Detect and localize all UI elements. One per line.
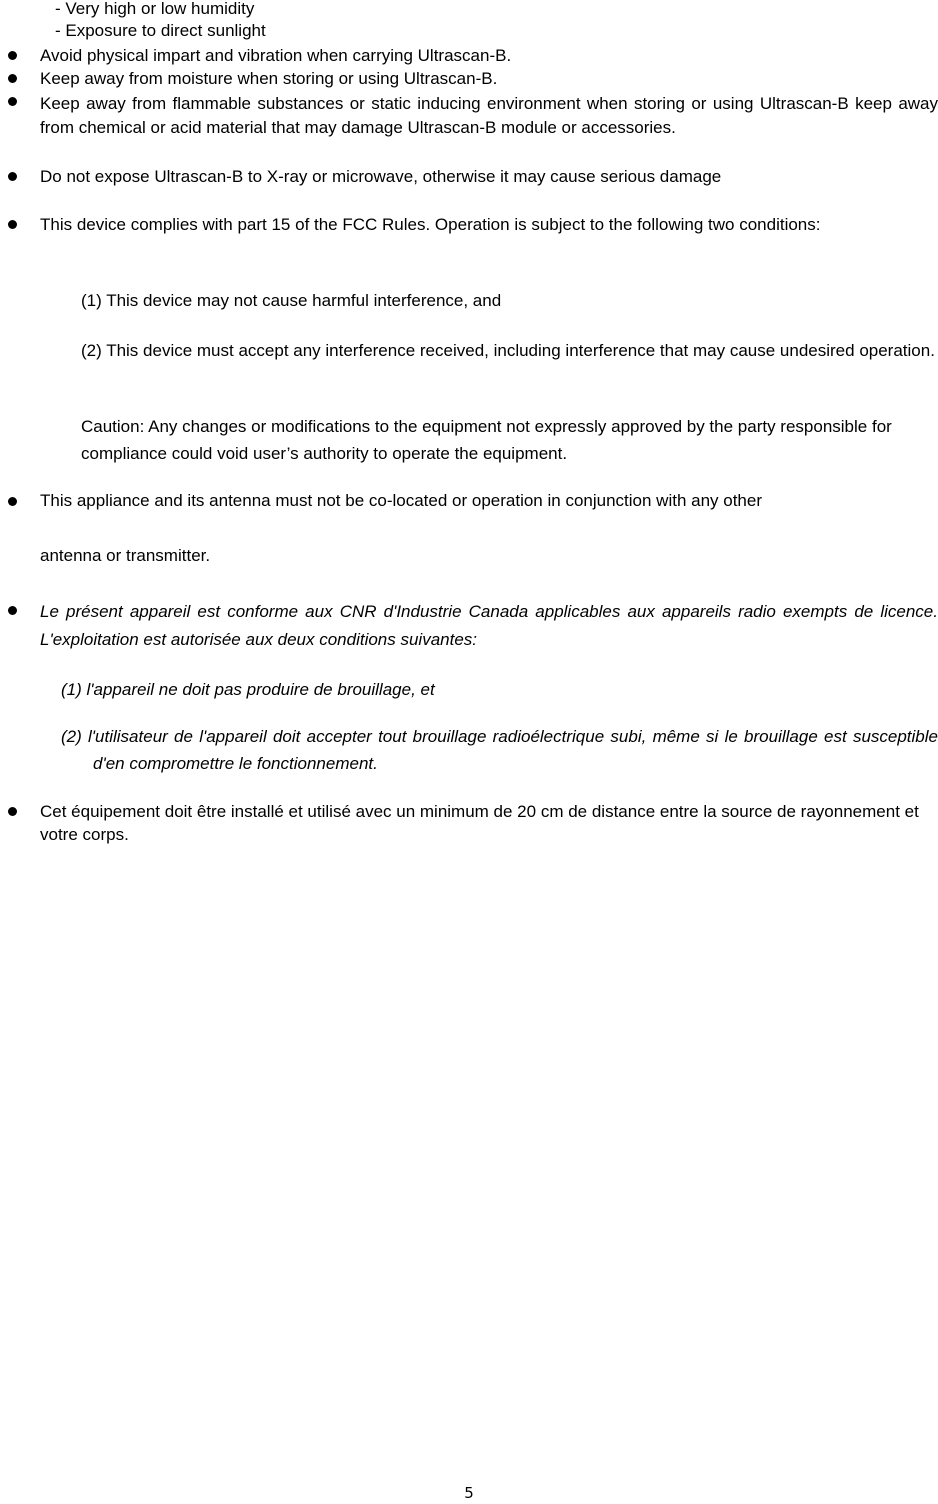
bullet-icon [8, 220, 17, 229]
ic-condition-1: (1) l'appareil ne doit pas produire de brouillage, et [61, 680, 435, 699]
page-number: 5 [464, 1484, 474, 1502]
bullet-icon [8, 172, 17, 181]
bullet-avoid-impact: Avoid physical impart and vibration when carrying Ultrascan-B. [40, 46, 512, 65]
fcc-condition-2: (2) This device must accept any interference received, including interference that may cause undesired operation. [81, 341, 935, 360]
bullet-icon [8, 497, 17, 506]
fcc-caution: Caution: Any changes or modifications to the equipment not expressly approved by the party responsible for compliance could void user’s authority to operate the equipment. [81, 417, 892, 463]
sunlight-line: - Exposure to direct sunlight [55, 21, 266, 40]
rf-exposure-statement: Cet équipement doit être installé et utilisé avec un minimum de 20 cm de distance entre la source de rayonnement et votre corps. [40, 802, 919, 844]
bullet-moisture: Keep away from moisture when storing or using Ultrascan-B. [40, 69, 498, 88]
antenna-line-2: antenna or transmitter. [40, 546, 211, 565]
antenna-line-1: This appliance and its antenna must not be co-located or operation in conjunction with any other [40, 491, 763, 510]
ic-condition-2: (2) l'utilisateur de l'appareil doit accepter tout brouillage radioélectrique subi, même si le brouillage est susceptible d'en compromettre le fonctionnement. [61, 727, 938, 773]
bullet-icon [8, 74, 17, 83]
bullet-xray: Do not expose Ultrascan-B to X-ray or microwave, otherwise it may cause serious damage [40, 167, 722, 186]
bullet-icon [8, 51, 17, 60]
humidity-line: - Very high or low humidity [55, 0, 255, 18]
ic-statement: Le présent appareil est conforme aux CNR d'Industrie Canada applicables aux appareils radio exempts de licence. L'exploitation est autorisée aux deux conditions suivantes: [40, 602, 938, 649]
bullet-flammable: Keep away from flammable substances or static inducing environment when storing or using Ultrascan-B keep away from chemical or acid material that may damage Ultrascan-B module or accessories. [40, 94, 938, 137]
fcc-condition-1: (1) This device may not cause harmful interference, and [81, 291, 502, 310]
bullet-icon [8, 606, 17, 615]
bullet-icon [8, 97, 17, 106]
bullet-icon [8, 807, 17, 816]
fcc-statement: This device complies with part 15 of the FCC Rules. Operation is subject to the following two conditions: [40, 215, 821, 234]
